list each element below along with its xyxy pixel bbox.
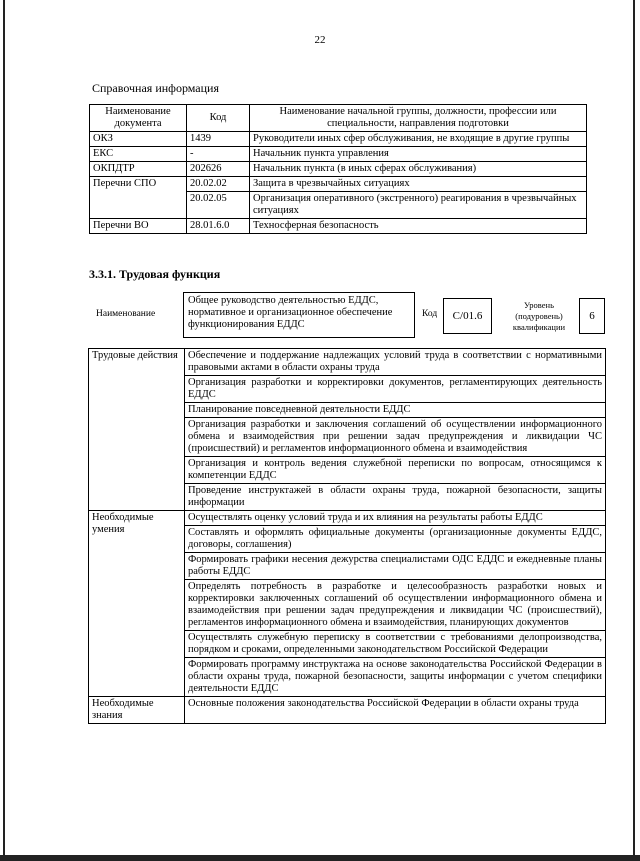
labor-function-table <box>88 348 606 724</box>
code-cell: 20.02.05 <box>187 192 250 219</box>
table-row <box>90 219 587 234</box>
table-row <box>89 349 606 376</box>
labor-action-item: Организация разработки и заключения соглашений об осуществлении информационного обмена и взаимодействия при решении задач предупреждения и ликвидации ЧС (происшествий) и регламентов информационного обмена и взаимодействия <box>185 418 606 457</box>
reference-info-table <box>89 104 587 234</box>
function-name-label: Наименование <box>96 309 156 319</box>
skill-item: Формировать программу инструктажа на основе законодательства Российской Федерации в области охраны труда, пожарной безопасности, защиты информации с учетом специфики деятельности ЕДДС <box>185 658 606 697</box>
function-code-value: C/01.6 <box>443 298 492 334</box>
skill-item: Формировать графики несения дежурства специалистами ОДС ЕДДС и ежедневные планы работы ЕДДС <box>185 553 606 580</box>
qualification-level-value: 6 <box>579 298 605 334</box>
table-row <box>90 132 587 147</box>
doc-name-cell: ОКПДТР <box>90 162 187 177</box>
code-cell: 202626 <box>187 162 250 177</box>
header-document-name: Наименование документа <box>90 105 187 132</box>
doc-name-cell: Перечни ВО <box>90 219 187 234</box>
code-cell: 28.01.6.0 <box>187 219 250 234</box>
description-cell: Начальник пункта управления <box>250 147 587 162</box>
required-knowledge-label: Необходимые знания <box>89 697 185 724</box>
table-row <box>90 162 587 177</box>
skill-item: Определять потребность в разработке и целесообразность разработки новых и корректировки заключенных соглашений об осуществлении информационного обмена и взаимодействия при решении задач предупреждения и ликвидации ЧС (происшествий), регламентов информационного обмена и взаимодействия, планирующих документов <box>185 580 606 631</box>
table-row <box>89 511 606 526</box>
scan-border-right <box>633 0 635 861</box>
description-cell: Защита в чрезвычайных ситуациях <box>250 177 587 192</box>
scan-border-left <box>3 0 5 861</box>
code-cell: 20.02.02 <box>187 177 250 192</box>
table-row <box>89 697 606 724</box>
skill-item: Осуществлять служебную переписку в соответствии с требованиями делопроизводства, порядком и сроками, определенными законодательством Российской Федерации <box>185 631 606 658</box>
labor-action-item: Обеспечение и поддержание надлежащих условий труда в соответствии с нормативными правовыми актами в области охраны труда <box>185 349 606 376</box>
skill-item: Осуществлять оценку условий труда и их влияния на результаты работы ЕДДС <box>185 511 606 526</box>
description-cell: Начальник пункта (в иных сферах обслуживания) <box>250 162 587 177</box>
labor-action-item: Организация разработки и корректировки документов, регламентирующих деятельность ЕДДС <box>185 376 606 403</box>
knowledge-item: Основные положения законодательства Российской Федерации в области охраны труда <box>185 697 606 724</box>
code-cell: - <box>187 147 250 162</box>
qualification-level-label: Уровень (подуровень) квалификации <box>512 300 566 332</box>
labor-action-item: Организация и контроль ведения служебной переписки по вопросам, относящимся к компетенции ЕДДС <box>185 457 606 484</box>
labor-action-item: Проведение инструктажей в области охраны труда, пожарной безопасности, защиты информации <box>185 484 606 511</box>
description-cell: Организация оперативного (экстренного) реагирования в чрезвычайных ситуациях <box>250 192 587 219</box>
skill-item: Составлять и оформлять официальные документы (организационные документы ЕДДС, договоры, соглашения) <box>185 526 606 553</box>
table-row <box>90 147 587 162</box>
doc-name-cell: Перечни СПО <box>90 177 187 219</box>
description-cell: Техносферная безопасность <box>250 219 587 234</box>
scan-border-bottom <box>0 855 640 861</box>
header-code: Код <box>187 105 250 132</box>
labor-action-item: Планирование повседневной деятельности ЕДДС <box>185 403 606 418</box>
section-title: 3.3.1. Трудовая функция <box>89 267 221 281</box>
reference-table-header <box>90 105 587 132</box>
page-number: 22 <box>314 34 326 46</box>
header-group-name: Наименование начальной группы, должности, профессии или специальности, направления подготовки <box>250 105 587 132</box>
labor-actions-label: Трудовые действия <box>89 349 185 511</box>
function-name-value: Общее руководство деятельностью ЕДДС, нормативное и организационное обеспечение функционирования ЕДДС <box>183 292 415 338</box>
doc-name-cell: ЕКС <box>90 147 187 162</box>
table-row <box>90 177 587 192</box>
description-cell: Руководители иных сфер обслуживания, не входящие в другие группы <box>250 132 587 147</box>
code-cell: 1439 <box>187 132 250 147</box>
reference-info-title: Справочная информация <box>92 81 219 95</box>
doc-name-cell: ОКЗ <box>90 132 187 147</box>
required-skills-label: Необходимые умения <box>89 511 185 697</box>
function-code-label: Код <box>422 309 438 319</box>
